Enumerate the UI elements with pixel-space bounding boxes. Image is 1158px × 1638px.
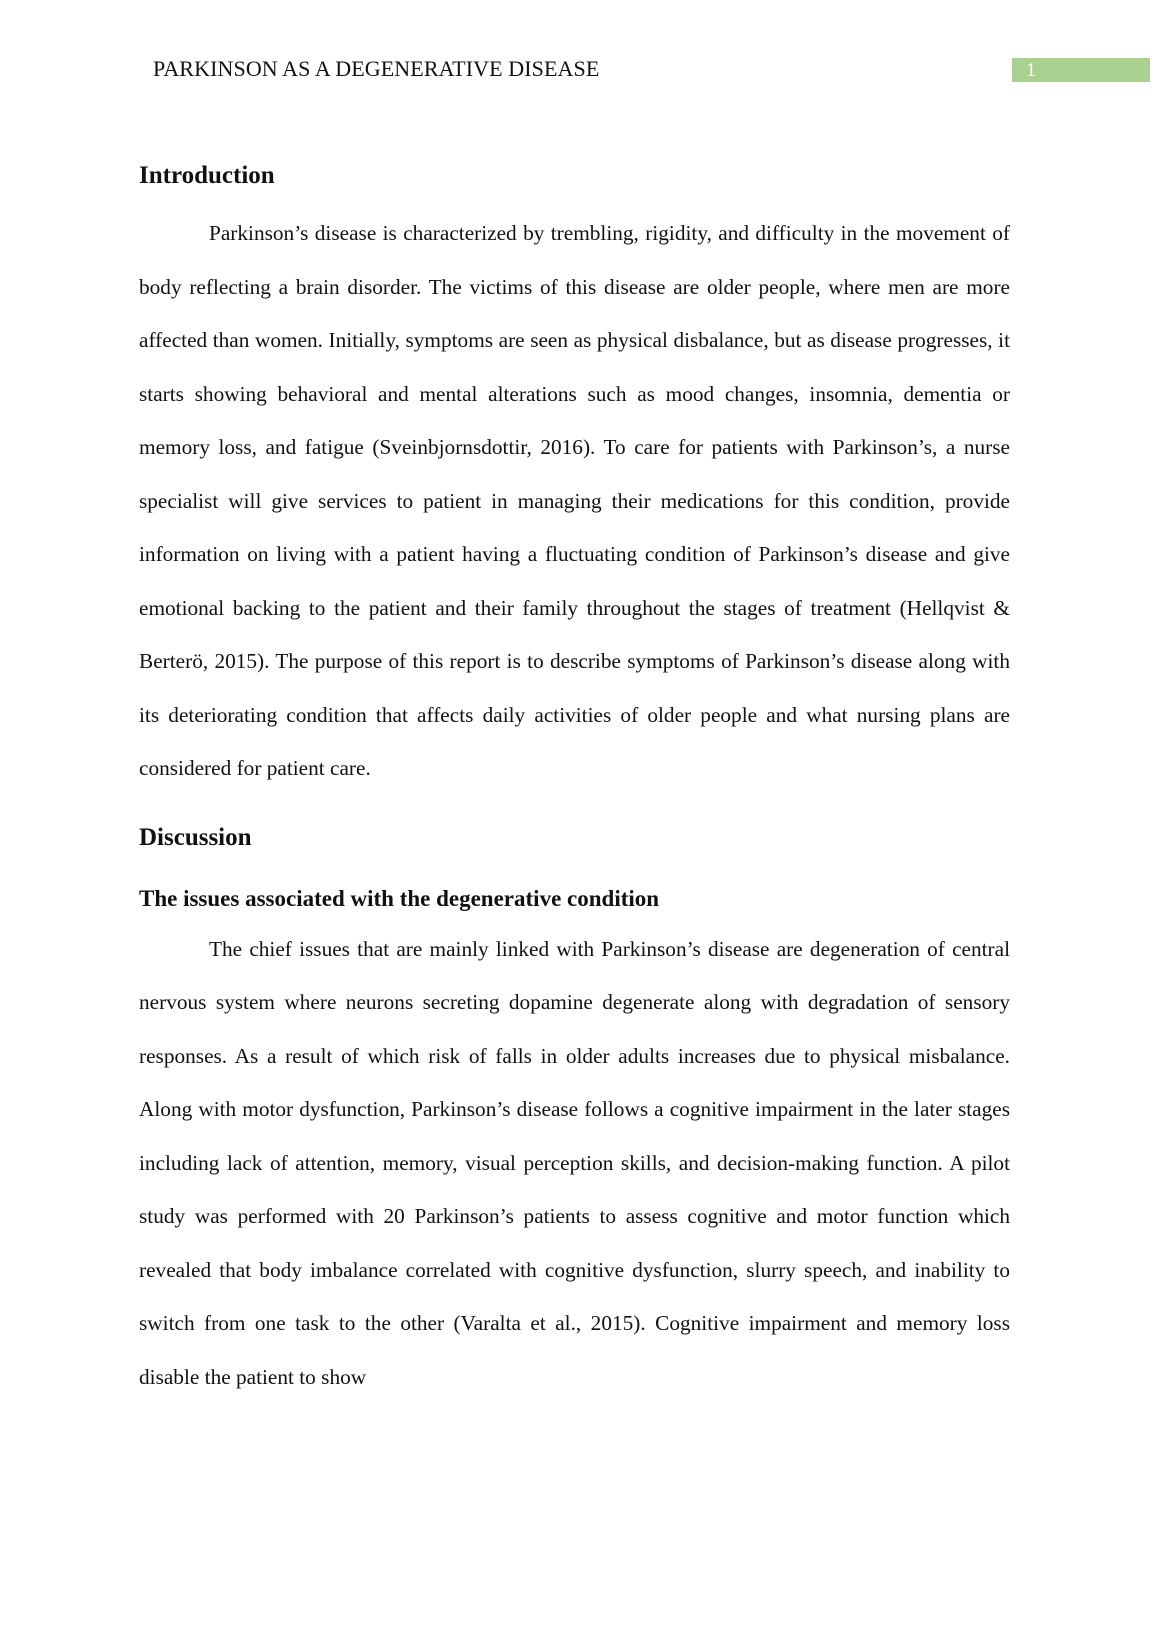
introduction-heading: Introduction <box>139 162 275 189</box>
discussion-heading: Discussion <box>139 823 252 851</box>
introduction-paragraph: Parkinson’s disease is characterized by trembling, rigidity, and difficulty in the movement of body reflecting a brain disorder. The victims of this disease are older people, where men are more affected than women. Initially, symptoms are seen as physical disbalance, but as disease progresses, it starts showing behavioral and mental alterations such as mood changes, insomnia, dementia or memory loss, and fatigue (Sveinbjornsdottir, 2016). To care for patients with Parkinson’s, a nurse specialist will give services to patient in managing their medications for this condition, provide information on living with a patient having a fluctuating condition of Parkinson’s disease and give emotional backing to the patient and their family throughout the stages of treatment (Hellqvist & Berterö, 2015). The purpose of this report is to describe symptoms of Parkinson’s disease along with its deteriorating condition that affects daily activities of older people and what nursing plans are considered for patient care. <box>139 221 1010 780</box>
page-number-badge: 1 <box>1012 58 1150 82</box>
document-body <box>139 158 1010 1404</box>
issues-paragraph: The chief issues that are mainly linked with Parkinson’s disease are degeneration of central nervous system where neurons secreting dopamine degenerate along with degradation of sensory responses. As a result of which risk of falls in older adults increases due to physical misbalance. Along with motor dysfunction, Parkinson’s disease follows a cognitive impairment in the later stages including lack of attention, memory, visual perception skills, and decision-making function. A pilot study was performed with 20 Parkinson’s patients to assess cognitive and motor function which revealed that body imbalance correlated with cognitive dysfunction, slurry speech, and inability to switch from one task to the other (Varalta et al., 2015). Cognitive impairment and memory loss disable the patient to show <box>139 936 1010 1389</box>
running-head-title: PARKINSON AS A DEGENERATIVE DISEASE <box>153 56 600 81</box>
issues-subheading: The issues associated with the degenerative condition <box>139 885 660 911</box>
